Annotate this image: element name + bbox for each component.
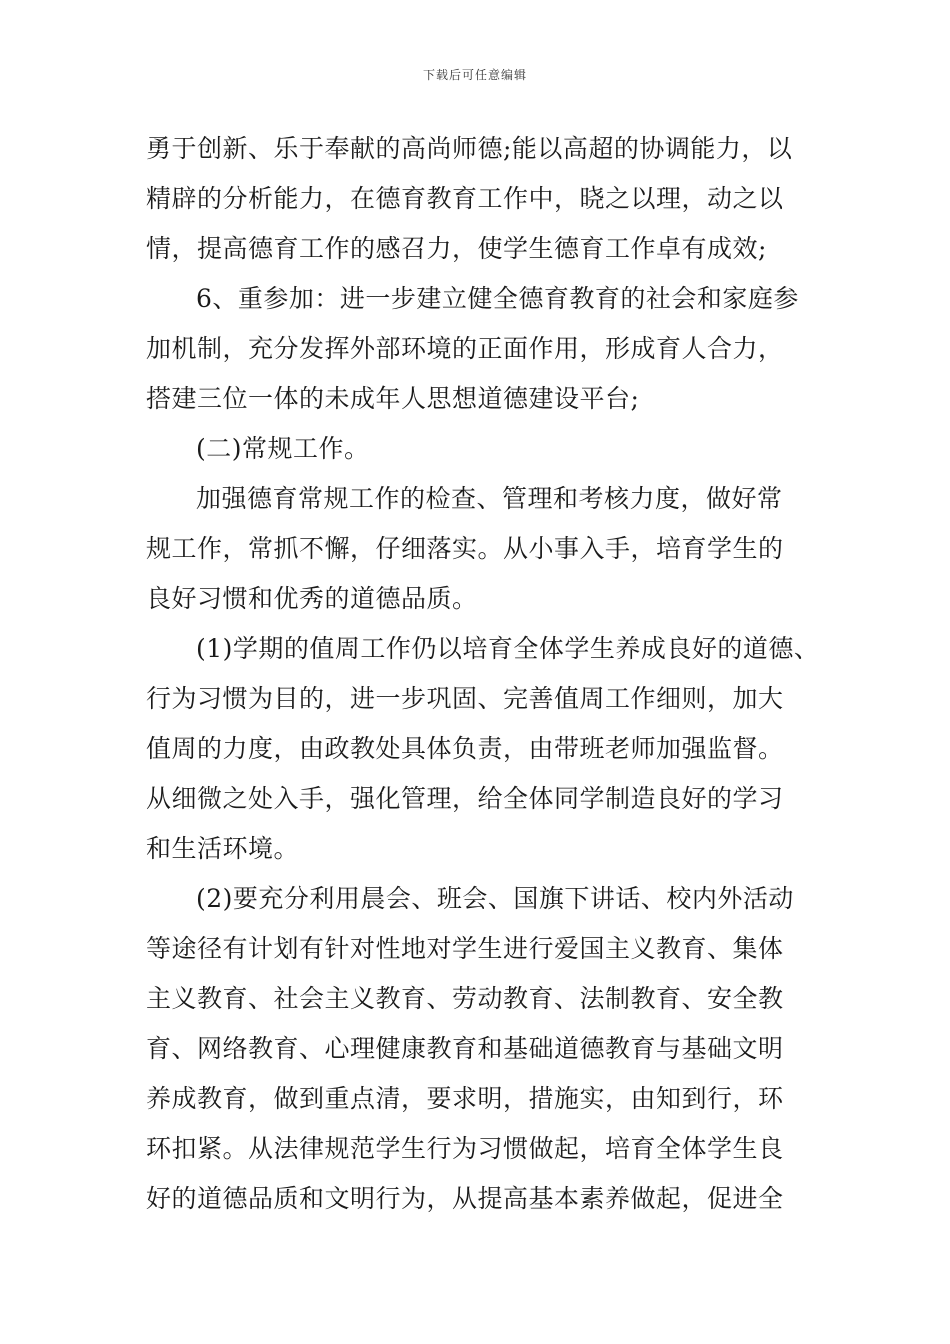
text-line: 加强德育常规工作的检查、管理和考核力度，做好常 (196, 484, 783, 513)
text-line: 等途径有计划有针对性地对学生进行爱国主义教育、集体 (146, 934, 784, 963)
text-line: 主义教育、社会主义教育、劳动教育、法制教育、安全教 (146, 984, 784, 1013)
text-line: (2)要充分利用晨会、班会、国旗下讲话、校内外活动 (196, 884, 794, 913)
text-line: 养成教育，做到重点清，要求明，措施实，由知到行，环 (146, 1084, 784, 1113)
text-line: 6、重参加：进一步建立健全德育教育的社会和家庭参 (196, 284, 799, 313)
text-line: 好的道德品质和文明行为，从提高基本素养做起，促进全 (146, 1184, 784, 1213)
text-line: 规工作，常抓不懈，仔细落实。从小事入手，培育学生的 (146, 534, 784, 563)
text-line: 值周的力度，由政教处具体负责，由带班老师加强监督。 (146, 734, 784, 763)
text-line: (1)学期的值周工作仍以培育全体学生养成良好的道德、 (196, 634, 820, 663)
text-line: 行为习惯为目的，进一步巩固、完善值周工作细则，加大 (146, 684, 784, 713)
text-line: 从细微之处入手，强化管理，给全体同学制造良好的学习 (146, 784, 784, 813)
text-line: 加机制，充分发挥外部环境的正面作用，形成育人合力， (146, 334, 784, 363)
text-line: 良好习惯和优秀的道德品质。 (146, 584, 478, 613)
document-body (146, 124, 826, 1224)
text-line: 环扣紧。从法律规范学生行为习惯做起，培育全体学生良 (146, 1134, 784, 1163)
page-header: 下载后可任意编辑 (422, 68, 527, 82)
text-line: (二)常规工作。 (196, 434, 370, 463)
text-line: 勇于创新、乐于奉献的高尚师德;能以高超的协调能力，以 (146, 134, 793, 163)
text-line: 和生活环境。 (146, 834, 300, 863)
text-line: 精辟的分析能力，在德育教育工作中，晓之以理，动之以 (146, 184, 784, 213)
text-line: 情，提高德育工作的感召力，使学生德育工作卓有成效; (146, 234, 767, 263)
text-line: 搭建三位一体的未成年人思想道德建设平台; (146, 384, 640, 413)
text-line: 育、网络教育、心理健康教育和基础道德教育与基础文明 (146, 1034, 784, 1063)
